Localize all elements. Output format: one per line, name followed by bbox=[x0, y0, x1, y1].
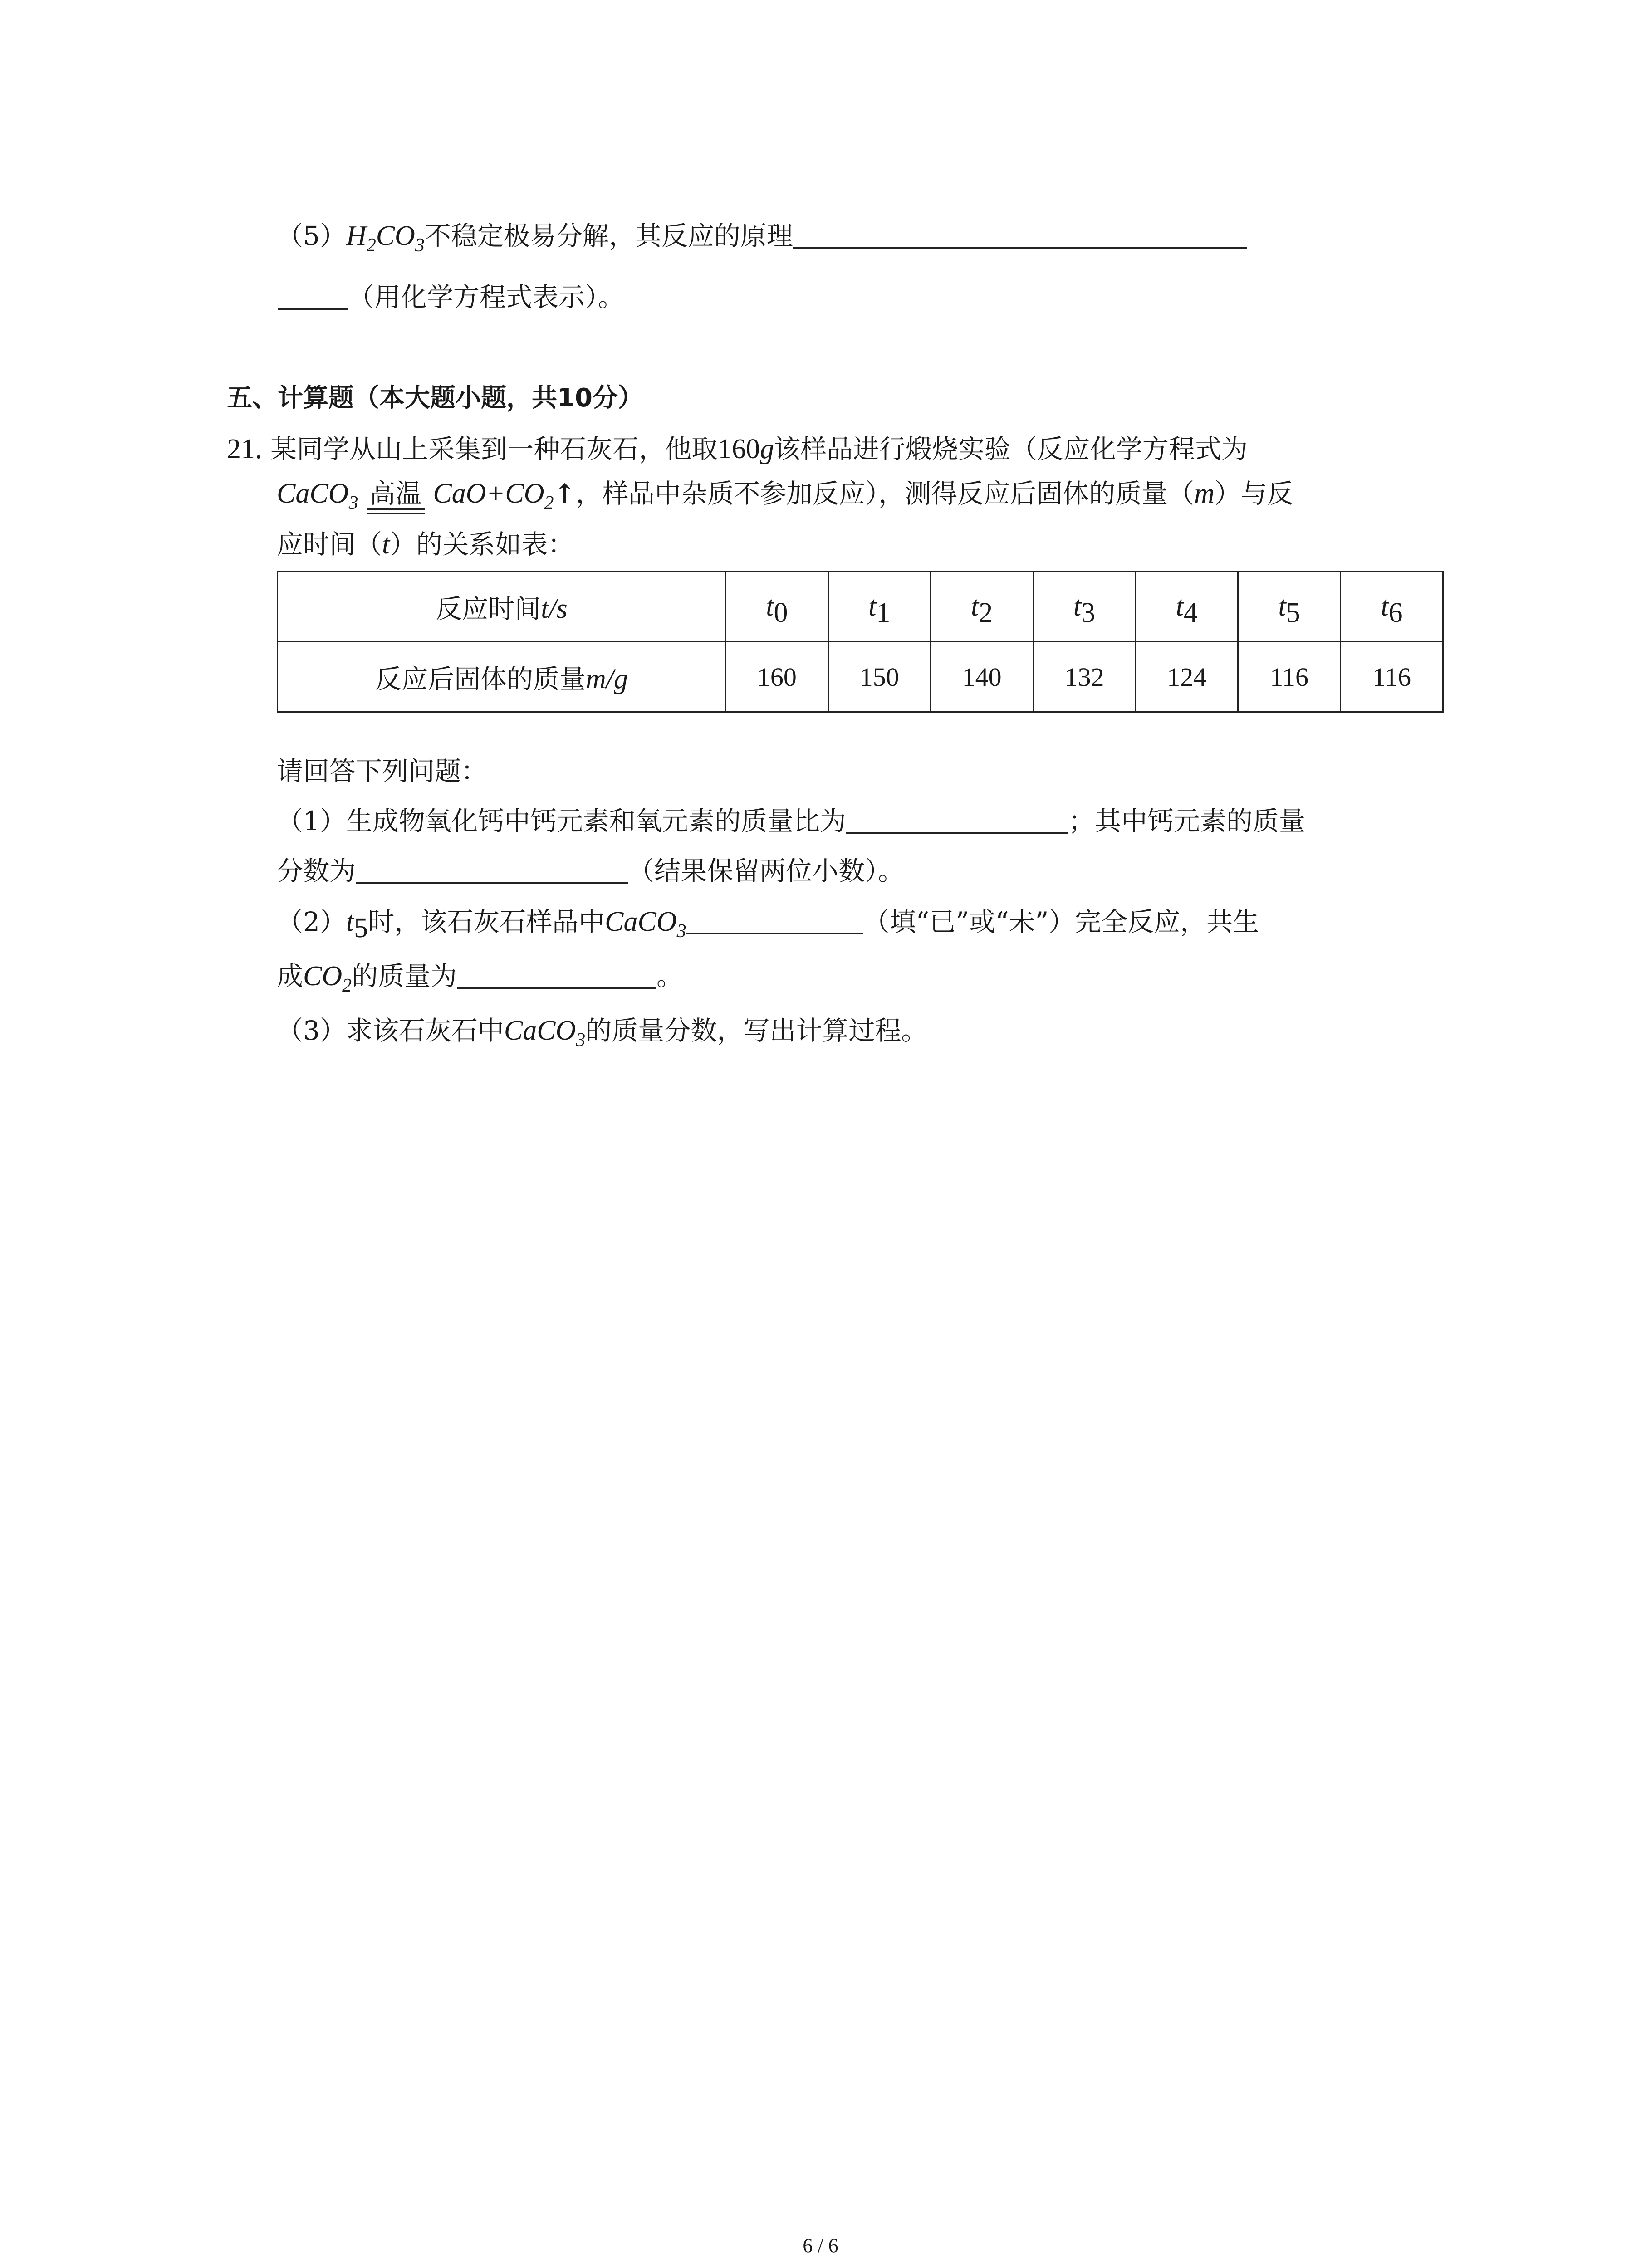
q21-line1: 21. 某同学从山上采集到一种石灰石，他取160g该样品进行煅烧实验（反应化学方程式为 bbox=[227, 434, 1248, 464]
sub1-line1: （1）生成物氧化钙中钙元素和氧元素的质量比为 ；其中钙元素的质量 bbox=[277, 806, 1305, 836]
table-cell-time: $t_0$ bbox=[726, 572, 828, 642]
equation-reactant: CaCO$_3$ bbox=[277, 478, 358, 513]
sub1-ratio-blank[interactable] bbox=[846, 805, 1068, 834]
q5-text: 不稳定极易分解，其反应的原理 bbox=[424, 220, 793, 251]
sub2-line1: $(2)t_5$时，该石灰石样品中CaCO$_3$ （填“已”或“未”）完全反应，共生 bbox=[277, 906, 1259, 943]
equation-condition: 高温 bbox=[367, 479, 425, 510]
table-cell-time: $t_2$ bbox=[931, 572, 1033, 642]
sub1-line2: 分数为 （结果保留两位小数）。 bbox=[277, 855, 905, 886]
table-cell-time: $t_1$ bbox=[828, 572, 931, 642]
table-cell-time: $t_3$ bbox=[1033, 572, 1136, 642]
table-row-time bbox=[278, 572, 1443, 642]
table-cell-mass: 116 bbox=[1238, 642, 1341, 712]
q5-line2 bbox=[278, 279, 624, 315]
sub2-line2: 成$CO_2$的质量为 。 bbox=[277, 961, 683, 996]
section-heading: 五、计算题（本大题小题，共10分） bbox=[227, 383, 643, 413]
q5-line1 bbox=[277, 218, 1247, 254]
table-cell-mass: 116 bbox=[1341, 642, 1443, 712]
page-number: 6 / 6 bbox=[803, 2234, 838, 2257]
table-cell-time: $t_6$ bbox=[1341, 572, 1443, 642]
q21-number: 21. bbox=[227, 434, 262, 464]
q5-formula: $H_2CO_3$ bbox=[346, 220, 425, 256]
questions-prompt: 请回答下列问题： bbox=[277, 756, 488, 787]
reaction-data-table bbox=[277, 571, 1444, 713]
table-header-mass: 反应后固体的质量m/g bbox=[278, 642, 726, 712]
sub1-fraction-blank[interactable] bbox=[356, 855, 628, 884]
gas-arrow: ↑ bbox=[554, 478, 576, 509]
q21-line3: 应时间（t）的关系如表： bbox=[277, 529, 574, 560]
sub3-line: （3）求该石灰石中CaCO$_3$的质量分数，写出计算过程。 bbox=[277, 1015, 928, 1051]
table-cell-mass: 150 bbox=[828, 642, 931, 712]
sub3-formula: CaCO$_3$ bbox=[504, 1015, 586, 1051]
q5-answer-blank-cont[interactable] bbox=[278, 281, 348, 310]
sub2-co2-mass-blank[interactable] bbox=[457, 960, 656, 989]
table-header-time: 反应时间t/s bbox=[278, 572, 726, 642]
q5-answer-blank[interactable] bbox=[793, 220, 1247, 249]
table-cell-mass: 124 bbox=[1136, 642, 1238, 712]
q5-line2-text: （用化学方程式表示）。 bbox=[348, 282, 625, 313]
sub2-status-blank[interactable] bbox=[686, 906, 863, 934]
table-row-mass bbox=[278, 642, 1443, 712]
q21-mass: 160 bbox=[717, 434, 760, 464]
table-cell-mass: 160 bbox=[726, 642, 828, 712]
equation-products: $CaO+CO_2$ bbox=[433, 478, 554, 513]
sub2-co2: $CO_2$ bbox=[303, 961, 352, 996]
q5-prefix: （5） bbox=[277, 220, 346, 251]
table-cell-time: $t_4$ bbox=[1136, 572, 1238, 642]
table-cell-mass: 140 bbox=[931, 642, 1033, 712]
table-cell-mass: 132 bbox=[1033, 642, 1136, 712]
table-cell-time: $t_5$ bbox=[1238, 572, 1341, 642]
q21-line2: CaCO$_3$ 高温 $CaO+CO_2↑$，样品中杂质不参加反应），测得反应后固体的质量（m）与反 bbox=[277, 478, 1293, 513]
sub2-formula: CaCO$_3$ bbox=[605, 906, 686, 942]
